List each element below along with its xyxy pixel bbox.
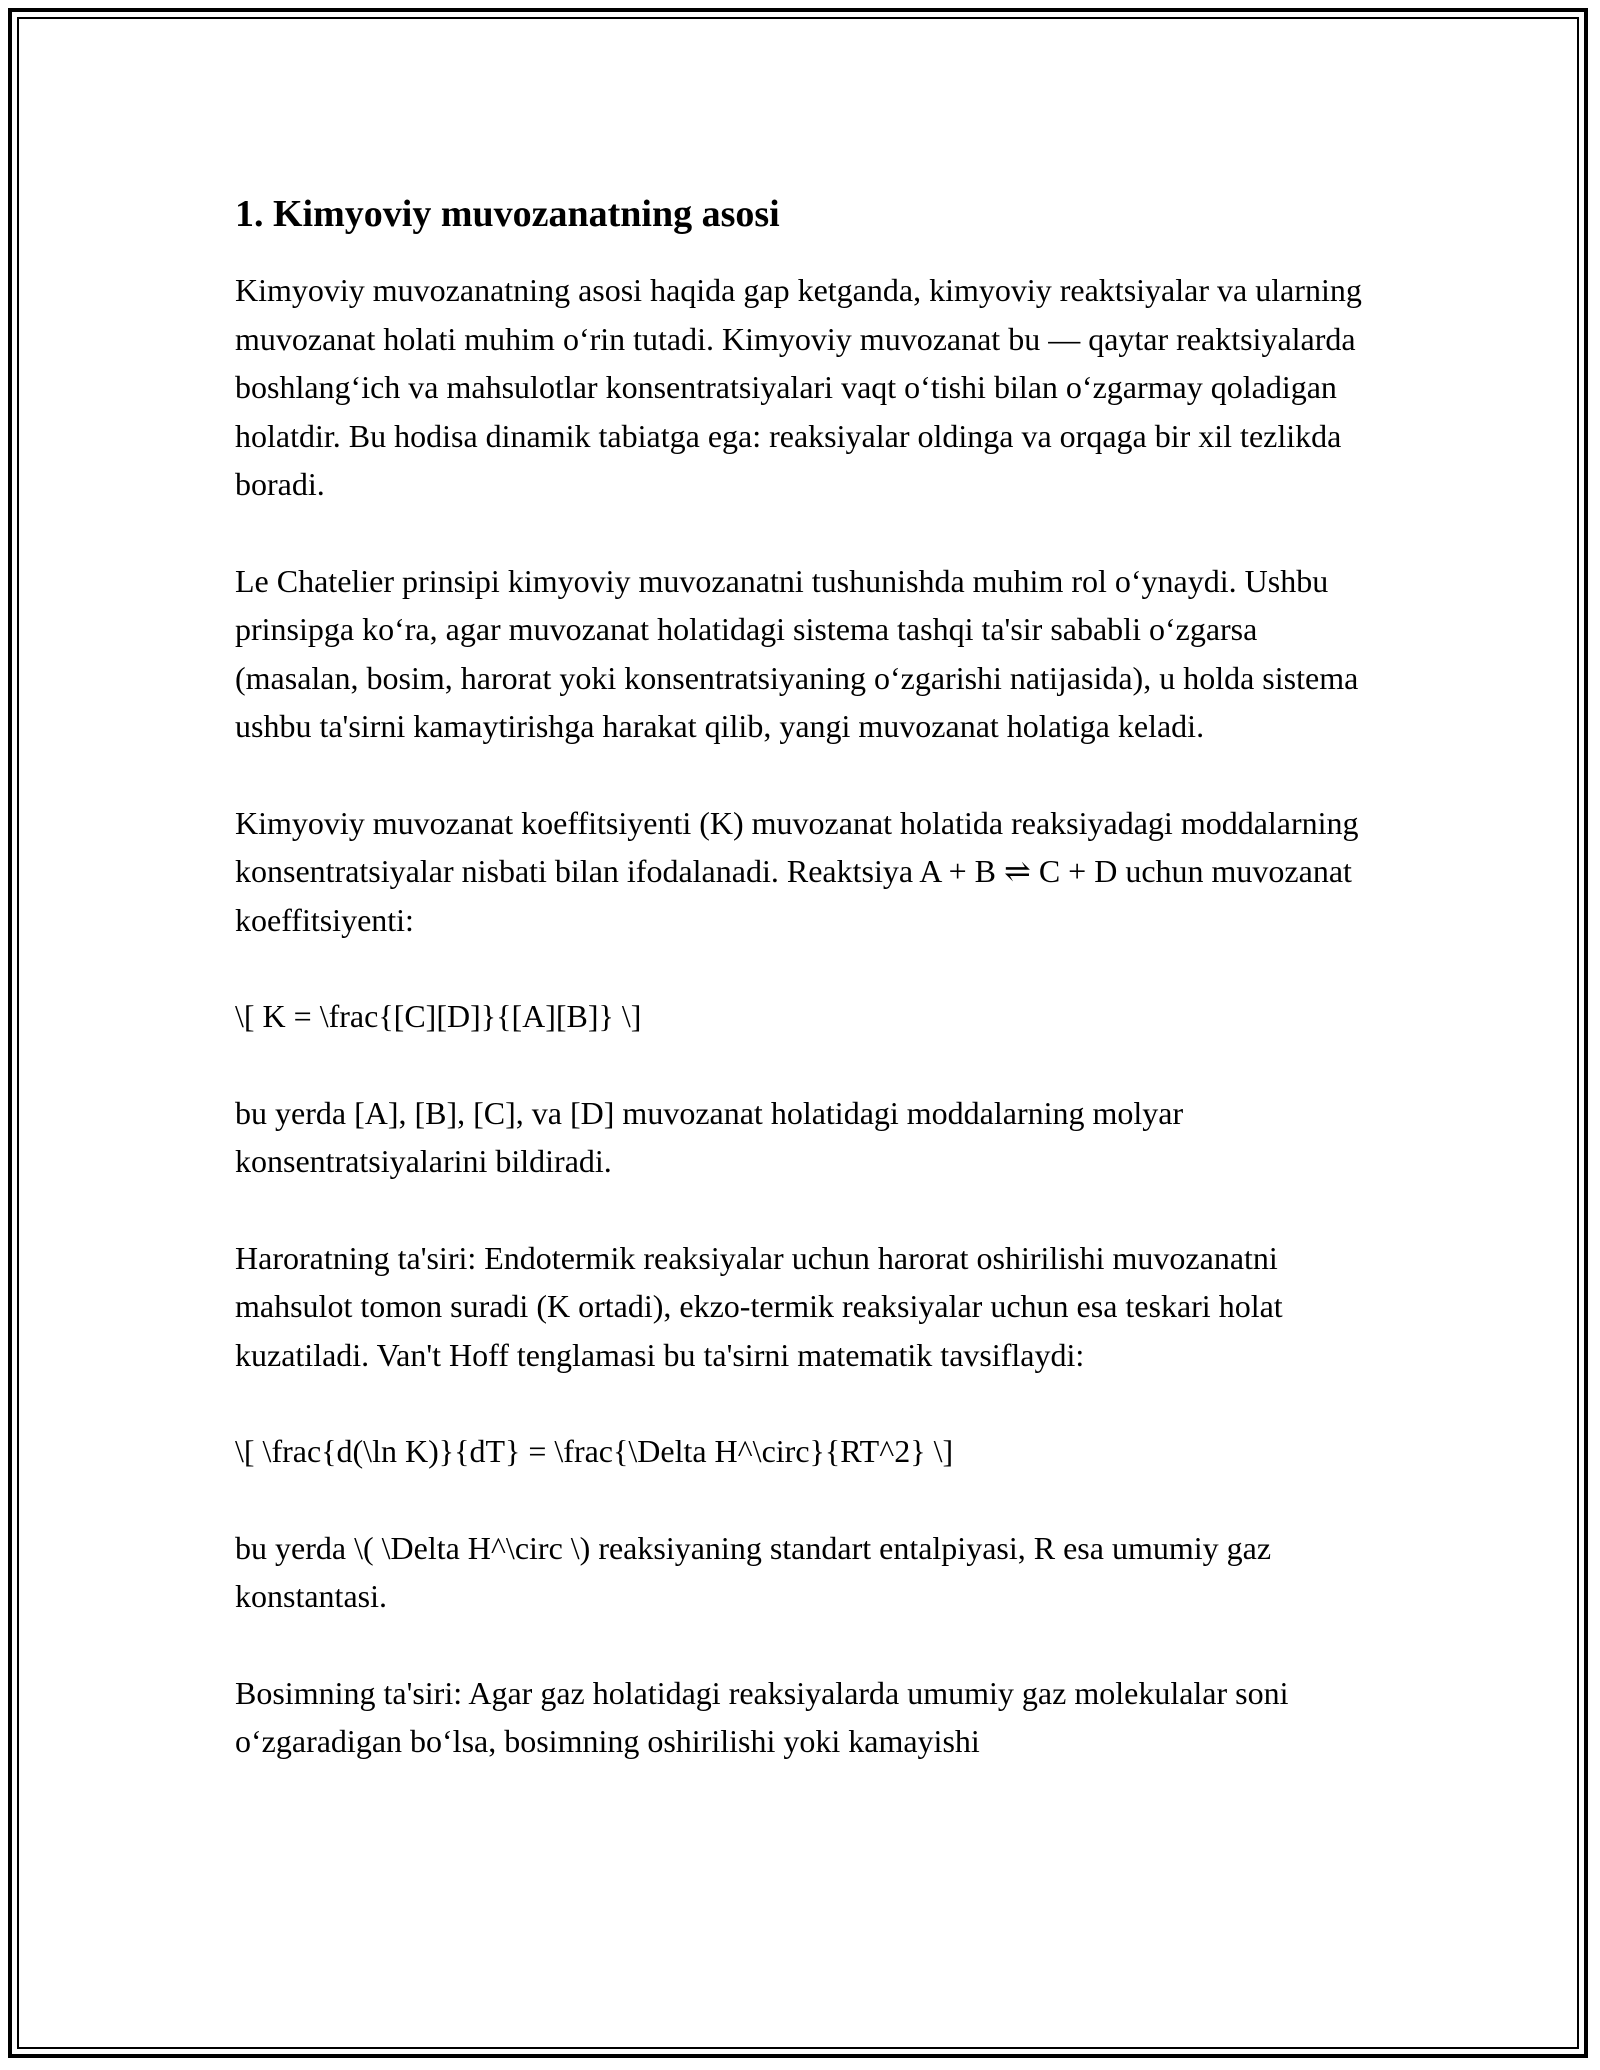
paragraph-pressure-effect: Bosimning ta'siri: Agar gaz holatidagi reaksiyalarda umumiy gaz molekulalar soni oʻzgaradigan boʻlsa, bosimning oshirilishi yoki kamayishi: [235, 1674, 1289, 1759]
paragraph-concentrations: bu yerda [A], [B], [C], va [D] muvozanat holatidagi moddalarning molyar konsentratsiyalarini bildiradi.: [235, 1094, 1184, 1179]
section-heading: 1. Kimyoviy muvozanatning asosi: [235, 193, 780, 235]
formula-equilibrium-constant: \[ K = \frac{[C][D]}{[A][B]} \]: [235, 998, 642, 1034]
formula-vant-hoff: \[ \frac{d(\ln K)}{dT} = \frac{\Delta H^\circ}{RT^2} \]: [235, 1433, 954, 1469]
document-body: [235, 186, 1370, 1814]
paragraph-intro: Kimyoviy muvozanatning asosi haqida gap ketganda, kimyoviy reaktsiyalar va ularning muvozanat holati muhim oʻrin tutadi. Kimyoviy muvozanat bu — qaytar reaktsiyalarda boshlangʻich va mahsulotlar konsentratsiyalari vaqt oʻtishi bilan oʻzgarmay qoladigan holatdir. Bu hodisa dinamik tabiatga ega: reaksiyalar oldinga va orqaga bir xil tezlikda boradi.: [235, 272, 1362, 502]
paragraph-equilibrium-constant: Kimyoviy muvozanat koeffitsiyenti (K) muvozanat holatida reaksiyadagi moddalarning konsentratsiyalar nisbati bilan ifodalanadi. Reaktsiya A + B ⇌ C + D uchun muvozanat koeffitsiyenti:: [235, 804, 1359, 938]
paragraph-le-chatelier: Le Chatelier prinsipi kimyoviy muvozanatni tushunishda muhim rol oʻynaydi. Ushbu prinsipga koʻra, agar muvozanat holatidagi sistema tashqi ta'sir sababli oʻzgarsa (masalan, bosim, harorat yoki konsentratsiyaning oʻzgarishi natijasida), u holda sistema ushbu ta'sirni kamaytirishga harakat qilib, yangi muvozanat holatiga keladi.: [235, 562, 1359, 744]
paragraph-temperature-effect: Haroratning ta'siri: Endotermik reaksiyalar uchun harorat oshirilishi muvozanatni mahsulot tomon suradi (K ortadi), ekzo-termik reaksiyalar uchun esa teskari holat kuzatiladi. Van't Hoff tenglamasi bu ta'sirni matematik tavsiflaydi:: [235, 1239, 1283, 1373]
paragraph-enthalpy: bu yerda \( \Delta H^\circ \) reaksiyaning standart entalpiyasi, R esa umumiy gaz konstantasi.: [235, 1529, 1272, 1614]
